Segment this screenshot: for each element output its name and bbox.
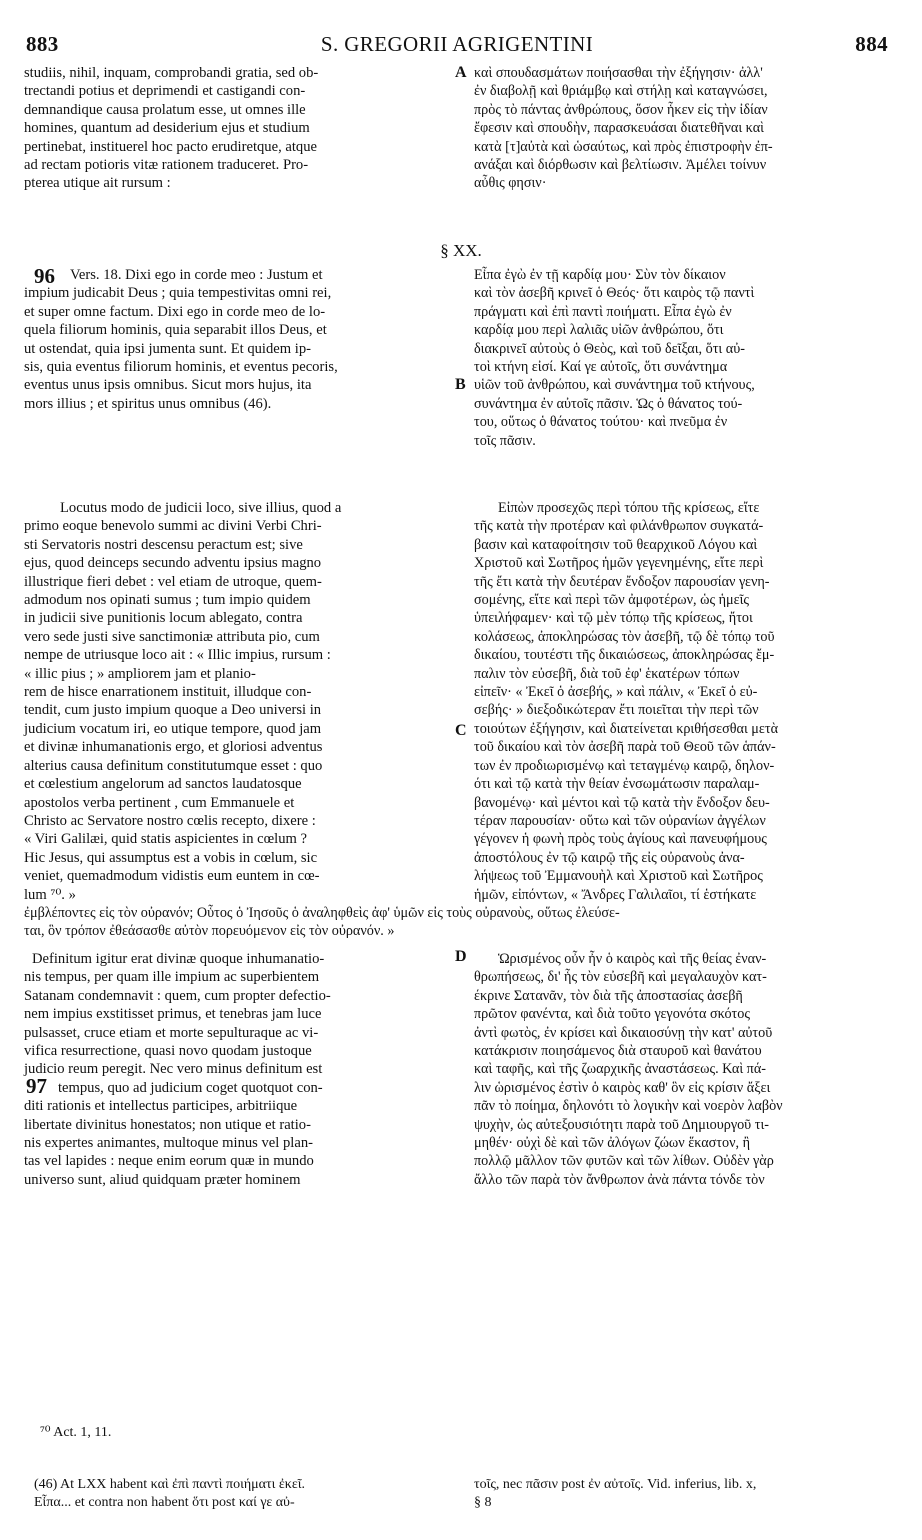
- greek-line: ἐμβλέποντες εἰς τὸν οὐρανόν; Οὗτος ὁ Ἰησοῦς ὁ ἀναληφθεὶς ἀφ' ὑμῶν εἰς τοὺς οὐρανοὺς, οὕτως ἐλεύσε-: [24, 905, 620, 921]
- greek-line: Ὡρισμένος οὖν ἦν ὁ καιρὸς καὶ τῆς θείας ἐναν-: [498, 951, 767, 967]
- latin-line: impium judicabit Deus ; quia tempestivitas omni rei,: [24, 285, 332, 302]
- footnote-46-right: [474, 1476, 888, 1513]
- latin-line: nis expertes animantes, multoque minus vel plan-: [24, 1135, 313, 1152]
- page-mark-96: 96: [34, 264, 55, 288]
- greek-line: παλιν τὸν εὐσεβῆ, διὰ τοῦ ἐφ' ἑκατέρων τόπων: [474, 665, 740, 682]
- greek-column-block-4: [474, 950, 888, 1189]
- page-title: S. GREGORII AGRIGENTINI: [320, 32, 594, 56]
- greek-line: ἐν διαβολῇ καὶ θριάμβῳ καὶ στήλῃ καὶ καταγνώσει,: [474, 83, 768, 100]
- greek-line: κολάσεως, ἀποκληρώσας τὸν ἀσεβῆ, τῷ δὲ τόπῳ τοῦ: [474, 628, 775, 645]
- latin-line: pertinebat, instituerel hoc pacto erudiretque, atque: [24, 138, 317, 155]
- footnote-line: τοῖς, nec πᾶσιν post ἐν αὐτοῖς. Vid. inferius, lib. x,: [474, 1477, 757, 1492]
- latin-line: pterea utique ait rursum :: [24, 175, 171, 192]
- greek-line: θρωπήσεως, δι' ἧς τὸν εὐσεβῆ καὶ μεγαλαυχὸν κατ-: [474, 969, 767, 986]
- page-number-left: 883: [26, 32, 59, 56]
- footnote-line: Εἶπα... et contra non habent ὅτι post καί γε αὐ-: [34, 1495, 295, 1511]
- latin-line: et cœlestium angelorum ad sanctos laudatosque: [24, 776, 302, 793]
- latin-line: ejus, quod deinceps secundo adventu ipsius magno: [24, 555, 322, 572]
- latin-line: Satanam condemnavit : quem, cum propter defectio-: [24, 987, 331, 1004]
- greek-line: σομένης, εἴτε καὶ περὶ τῶν ἀμφοτέρων, ὡς ἡμεῖς: [474, 592, 750, 609]
- latin-line: « Viri Galilæi, quid statis aspicientes in cœlum ?: [24, 831, 307, 848]
- latin-line: trectandi potius et deprimendi et castigandi con-: [24, 83, 306, 100]
- greek-line: Χριστοῦ καὶ Σωτῆρος ἡμῶν γεγενημένης, εἴτε περὶ: [474, 555, 764, 572]
- latin-line: alterius causa definitum constitutumque esset : quo: [24, 757, 323, 774]
- greek-line: καὶ ταφῆς, καὶ τῆς ζωαρχικῆς ἀναστάσεως. Καὶ πά-: [474, 1061, 766, 1078]
- greek-line: ται, ὃν τρόπον ἐθεάσασθε αὐτὸν πορευόμενον εἰς τὸν οὐρανόν. »: [24, 923, 395, 940]
- latin-line: et super omne factum. Dixi ego in corde meo de lo-: [24, 303, 326, 320]
- latin-line: eventus unus ipsis omnibus. Sicut mors hujus, ita: [24, 377, 312, 394]
- greek-line: καρδίᾳ μου περὶ λαλιᾶς υἱῶν ἀνθρώπου, ὅτι: [474, 322, 724, 339]
- latin-line: admodum nos opinati sumus ; tum impio quidem: [24, 592, 311, 609]
- latin-line: homines, quantum ad desiderium ejus et studium: [24, 120, 310, 137]
- greek-column-block-1: [474, 64, 888, 193]
- greek-line: υἱῶν τοῦ ἀνθρώπου, καὶ συνάντημα τοῦ κτήνους,: [474, 377, 755, 394]
- latin-line: illustrique fieri debet : vel etiam de utroque, quem-: [24, 573, 322, 590]
- latin-line: veniet, quemadmodum vidistis eum euntem in cœ-: [24, 868, 320, 885]
- latin-line: universo sunt, aliud quidquam præter hominem: [24, 1171, 301, 1188]
- greek-line: κατάκρισιν ποιησάμενος διὰ σταυροῦ καὶ θανάτου: [474, 1043, 762, 1060]
- page-number-right: 884: [855, 32, 888, 56]
- latin-line: mors illius ; et spiritus unus omnibus (46).: [24, 395, 272, 412]
- greek-line: τοῖς πᾶσιν.: [474, 432, 536, 449]
- greek-line: του, οὕτως ὁ θάνατος τούτου· καὶ πνεῦμα ἐν: [474, 414, 728, 431]
- greek-line: πολλῷ μᾶλλον τῶν φυτῶν καὶ τῶν λίθων. Οὐδὲν γὰρ: [474, 1153, 774, 1170]
- page-mark-97: 97: [26, 1074, 47, 1098]
- latin-column-block-3: [24, 499, 452, 904]
- latin-column-block-2: [24, 266, 452, 413]
- greek-line: πρὸς τὸ πάντας ἀνθρώπους, ὅσον ἧκεν εἰς τὴν ἰδίαν: [474, 101, 768, 118]
- greek-line: ἔφεσιν καὶ σπουδὴν, παρασκευάσαι διατεθῆναι καὶ: [474, 120, 764, 137]
- latin-line: Hic Jesus, qui assumptus est a vobis in cœlum, sic: [24, 849, 318, 866]
- greek-line: ἄλλο τῶν παρὰ τὸν ἄνθρωπον ἀνὰ πάντα τόνδε τὸν: [474, 1171, 765, 1188]
- greek-line: πᾶν τὸ ποίημα, δηλονότι τὸ λογικὴν καὶ νοερὸν λαβὸν: [474, 1098, 783, 1115]
- margin-letter-a: A: [455, 64, 467, 81]
- greek-line: ὑπειλήφαμεν· καὶ τῷ μὲν τόπῳ τῆς κρίσεως, ἤτοι: [474, 610, 753, 627]
- greek-line: πρῶτον φανέντα, καὶ διὰ τοῦτο γεγονότα σκότος: [474, 1006, 750, 1023]
- fullwidth-greek-continuation: [24, 904, 888, 941]
- margin-letter-d: D: [455, 948, 467, 965]
- latin-line: Definitum igitur erat divinæ quoque inhumanatio-: [32, 951, 325, 967]
- greek-line: δικαίου, τουτέστι τῆς δικαιώσεως, ἀποκληρώσας ἔμ-: [474, 647, 775, 664]
- footnote-line: § 8: [474, 1495, 492, 1511]
- greek-line: έκρινε Σατανᾶν, τὸν διὰ τῆς ἀποστασίας ἀσεβῆ: [474, 987, 743, 1004]
- latin-line: Vers. 18. Dixi ego in corde meo : Justum et: [70, 267, 323, 283]
- latin-line: nis tempus, per quam ille impium ac superbientem: [24, 969, 320, 986]
- greek-line: τῆς κατὰ τὴν προτέραν καὶ φιλάνθρωπον συγκατά-: [474, 518, 764, 535]
- greek-line: αὖθις φησιν·: [474, 175, 547, 192]
- greek-line: Εἰπὼν προσεχῶς περὶ τόπου τῆς κρίσεως, εἴτε: [498, 500, 760, 516]
- greek-line: ἀποστόλους ἐν τῷ καιρῷ τῆς εἰς οὐρανοὺς ἀνα-: [474, 849, 745, 866]
- latin-line: tas vel lapides : neque enim eorum quæ in mundo: [24, 1153, 314, 1170]
- latin-line: libertate divinitus honestatos; non utique et ratio-: [24, 1116, 311, 1133]
- latin-line: judicio reum peregit. Nec vero minus definitum est: [24, 1061, 323, 1078]
- greek-line: καὶ τὸν ἀσεβῆ κρινεῖ ὁ Θεός· ὅτι καιρὸς τῷ παντὶ: [474, 285, 755, 302]
- latin-line: studiis, nihil, inquam, comprobandi gratia, sed ob-: [24, 65, 319, 81]
- latin-line: in judicii sive punitionis locum ablegato, contra: [24, 610, 303, 627]
- latin-line: ut ostendat, quia ipsi jumenta sunt. Et quidem ip-: [24, 340, 311, 357]
- latin-line: diti rationis et intellectus participes, arbitriique: [24, 1098, 298, 1115]
- greek-line: συνάντημα ἐν αὐτοῖς πᾶσιν. Ὡς ὁ θάνατος τού-: [474, 395, 743, 412]
- greek-line: ψυχὴν, ὡς αὐτεξουσιότητι παρὰ τοῦ Δημιουργοῦ τι-: [474, 1116, 769, 1133]
- latin-line: Christo ac Servatore nostro cœlis recepto, dixere :: [24, 812, 316, 829]
- greek-line: τῆς ἔτι κατὰ τὴν δευτέραν ἔνδοξον παρουσίαν γενη-: [474, 573, 770, 590]
- latin-line: tendit, cum justo impium quoque a Deo universi in: [24, 702, 322, 719]
- latin-line: sti Servatoris nostri descensu peractum est; sive: [24, 536, 303, 553]
- latin-line: Locutus modo de judicii loco, sive illius, quod a: [60, 500, 342, 516]
- latin-line: et divinæ inhumanationis ergo, et gloriosi adventus: [24, 739, 323, 756]
- greek-line: τοιούτων ἐξήγησιν, καὶ διατείνεται κριθήσεσθαι μετὰ: [474, 720, 779, 737]
- latin-line: demnandique causa prolatum esse, ut omnes ille: [24, 101, 306, 118]
- greek-line: βανομένῳ· καὶ μέντοι καὶ τῷ κατὰ τὴν ἔνδοξον δευ-: [474, 794, 770, 811]
- footnote-46-left: [34, 1476, 454, 1513]
- latin-line: lum ⁷⁰. »: [24, 886, 76, 903]
- greek-line: ότι καὶ τῷ κατὰ τὴν θείαν ἐνσωμάτωσιν παραλαμ-: [474, 776, 760, 793]
- latin-line: sis, quia eventus filiorum hominis, et eventus pecoris,: [24, 359, 338, 376]
- greek-line: ἡμῶν, εἰπόντων, « Ἄνδρες Γαλιλαῖοι, τί ἑστήκατε: [474, 886, 757, 903]
- latin-line: rem de hisce enarrationem instituit, illudque con-: [24, 684, 312, 701]
- footnote-line: (46) At LXX habent καὶ ἐπὶ παντὶ ποιήματι ἐκεῖ.: [34, 1477, 305, 1492]
- margin-letter-b: B: [455, 376, 466, 393]
- margin-letter-c: C: [455, 722, 467, 739]
- greek-line: λήψεως τοῦ Ἐμμανουὴλ καὶ Χριστοῦ καὶ Σωτῆρος: [474, 868, 763, 885]
- greek-line: τοὶ κτήνη εἰσί. Καί γε αὐτοῖς, ὅτι συνάντημα: [474, 359, 728, 376]
- greek-line: κατὰ [τ]αὐτὰ καὶ ὡσαύτως, καὶ πρὸς ἐπιστροφὴν ἐπ-: [474, 138, 773, 155]
- latin-line: tempus, quo ad judicium coget quotquot con-: [58, 1079, 323, 1096]
- greek-line: σεβής· » διεξοδικώτεραν ἔτι ποιεῖται τὴν περὶ τῶν: [474, 702, 759, 719]
- latin-line: quela filiorum hominis, quia separabit illos Deus, et: [24, 322, 327, 339]
- greek-line: μηθέν· οὐχὶ δὲ καὶ τῶν ἀλόγων ζώων ἕκαστον, ἢ: [474, 1135, 751, 1152]
- greek-line: εἰπεῖν· « Ἐκεῖ ὁ ἀσεβής, » καὶ πάλιν, « Ἐκεῖ ὁ εὐ-: [474, 684, 758, 701]
- greek-line: λιν ὡρισμένος ἐστὶν ὁ καιρὸς καθ' ὃν εἰς κρίσιν ἄξει: [474, 1079, 771, 1096]
- greek-line: γέγονεν ἡ φωνὴ πρὸς τοὺς ἁγίους καὶ πανευφήμους: [474, 831, 767, 848]
- greek-line: των ἐν προδιωρισμένῳ καὶ τεταγμένῳ καιρῷ, δηλον-: [474, 757, 775, 774]
- section-heading: § XX.: [440, 241, 482, 260]
- latin-line: apostolos verba pertinent , cum Emmanuele et: [24, 794, 295, 811]
- footnote-reference-70: ⁷⁰ Act. 1, 11.: [40, 1425, 112, 1440]
- latin-line: primo eoque benevolo summi ac divini Verbi Chri-: [24, 518, 322, 535]
- greek-line: ἀντὶ φωτὸς, ἐν κρίσει καὶ δικαιοσύνῃ τὴν κατ' αὐτοῦ: [474, 1024, 773, 1041]
- greek-column-block-3: [474, 499, 888, 904]
- latin-line: nempe de utriusque loco ait : « Illic impius, rursum :: [24, 647, 331, 664]
- latin-line: judicium vocatum iri, eo utique tempore, quod jam: [24, 720, 322, 737]
- latin-line: « illic pius ; » ampliorem jam et planio-: [24, 665, 256, 682]
- latin-column-block-4: [24, 950, 452, 1189]
- greek-line: τοῦ δικαίου καὶ τὸν ἀσεβῆ παρὰ τοῦ Θεοῦ τῶν ἁπάν-: [474, 739, 776, 756]
- latin-line: vifica resurrectione, quasi novo quodam justoque: [24, 1043, 312, 1060]
- greek-column-block-2: [474, 266, 888, 450]
- latin-line: ad rectam potioris vitæ rationem traduceret. Pro-: [24, 157, 309, 174]
- greek-line: τέραν παρουσίαν· οὕτω καὶ τῶν οὐρανίων ἀγγέλων: [474, 812, 766, 829]
- latin-line: vero sede justi sive sanctimoniæ attributa pio, cum: [24, 628, 320, 645]
- latin-line: pulsasset, cruce etiam et morte sepulturaque ac vi-: [24, 1024, 319, 1041]
- greek-line: ανάξαι καὶ διόρθωσιν καὶ βελτίωσιν. Ἀμέλει τοίνυν: [474, 157, 767, 174]
- latin-line: nem impius exstitisset primus, et tenebras jam luce: [24, 1006, 322, 1023]
- greek-line: Εἶπα ἐγὼ ἐν τῇ καρδίᾳ μου· Σὺν τὸν δίκαιον: [474, 267, 726, 283]
- greek-line: βασιν καὶ καταφοίτησιν τοῦ θεαρχικοῦ Λόγου καὶ: [474, 536, 758, 553]
- greek-line: πράγματι καὶ ἐπὶ παντὶ ποιήματι. Εἶπα ἐγὼ ἐν: [474, 303, 732, 320]
- running-header: [26, 32, 888, 58]
- greek-line: διακρινεῖ αὐτοὺς ὁ Θεὸς, καὶ τοῦ δεῖξαι, ὅτι αὐ-: [474, 340, 745, 357]
- greek-line: καὶ σπουδασμάτων ποιήσασθαι τὴν ἐξήγησιν· ἀλλ': [474, 65, 763, 81]
- latin-column-block-1: [24, 64, 452, 193]
